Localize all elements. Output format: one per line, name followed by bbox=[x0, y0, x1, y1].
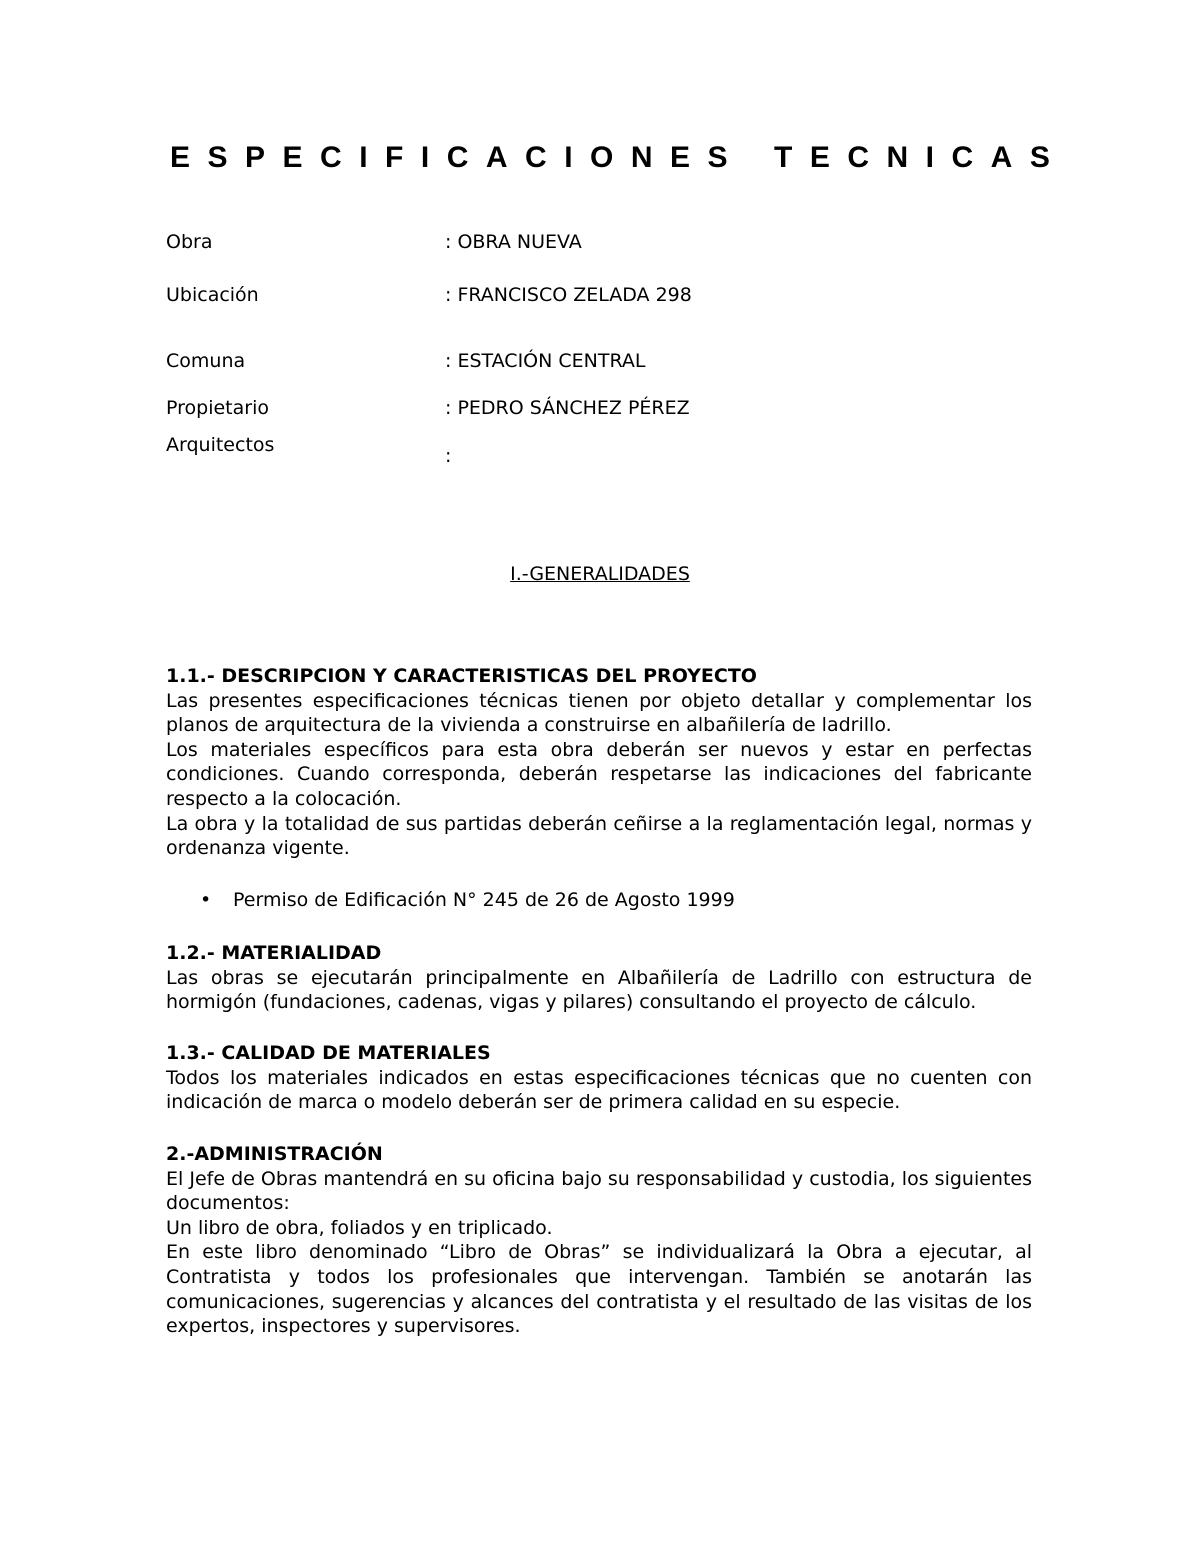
section-1-1-paragraph: Las presentes especificaciones técnicas tienen por objeto detallar y complementar los planos de arquitectura de la vivienda a construirse en albañilería de ladrillo. bbox=[166, 689, 1032, 737]
document-title bbox=[170, 138, 1068, 178]
field-value-ubicacion: : FRANCISCO ZELADA 298 bbox=[445, 284, 692, 306]
field-label-obra: Obra bbox=[166, 231, 213, 253]
title-part-1: ESPECIFICACIONES bbox=[170, 141, 746, 174]
section-2 bbox=[166, 1142, 1032, 1339]
section-2-paragraph: En este libro denominado “Libro de Obras” se individualizará la Obra a ejecutar, al Contratista y todos los profesionales que intervengan. También se anotarán las comunicaciones, sugerencias y alcances del contratista y el resultado de las visitas de los expertos, inspectores y supervisores. bbox=[166, 1241, 1032, 1338]
section-1-1-paragraph: La obra y la totalidad de sus partidas deberán ceñirse a la reglamentación legal, normas y ordenanza vigente. bbox=[166, 812, 1032, 860]
field-value-propietario: : PEDRO SÁNCHEZ PÉREZ bbox=[445, 397, 690, 419]
field-label-propietario: Propietario bbox=[166, 397, 269, 419]
field-value-obra: : OBRA NUEVA bbox=[445, 231, 582, 253]
section-1-3-heading: 1.3.- CALIDAD DE MATERIALES bbox=[166, 1042, 491, 1064]
section-2-paragraph: El Jefe de Obras mantendrá en su oficina bajo su responsabilidad y custodia, los siguientes documentos: bbox=[166, 1167, 1032, 1215]
section-1-3-paragraph: Todos los materiales indicados en estas especificaciones técnicas que no cuenten con indicación de marca o modelo deberán ser de primera calidad en su especie. bbox=[166, 1066, 1032, 1114]
bullet-item-permiso bbox=[200, 888, 735, 912]
section-1-2-heading: 1.2.- MATERIALIDAD bbox=[166, 942, 382, 964]
section-1-3 bbox=[166, 1041, 1032, 1115]
bullet-text: Permiso de Edificación N° 245 de 26 de Agosto 1999 bbox=[233, 889, 735, 911]
section-1-2 bbox=[166, 941, 1032, 1015]
title-part-2: TECNICAS bbox=[774, 141, 1068, 174]
section-1-1-paragraph: Los materiales específicos para esta obra deberán ser nuevos y estar en perfectas condiciones. Cuando corresponda, deberán respetarse las indicaciones del fabricante respecto a la colocación. bbox=[166, 738, 1032, 810]
section-2-heading: 2.-ADMINISTRACIÓN bbox=[166, 1143, 383, 1165]
field-label-ubicacion: Ubicación bbox=[166, 284, 259, 306]
section-1-1-heading: 1.1.- DESCRIPCION Y CARACTERISTICAS DEL PROYECTO bbox=[166, 665, 757, 687]
field-label-arquitectos: Arquitectos bbox=[166, 434, 275, 456]
bullet-icon: • bbox=[200, 889, 212, 911]
section-title-generalidades: I.-GENERALIDADES bbox=[510, 563, 690, 585]
section-2-paragraph: Un libro de obra, foliados y en triplicado. bbox=[166, 1216, 553, 1239]
field-value-arquitectos: : bbox=[445, 445, 452, 467]
field-value-comuna: : ESTACIÓN CENTRAL bbox=[445, 350, 646, 372]
field-label-comuna: Comuna bbox=[166, 350, 246, 372]
section-1-1 bbox=[166, 664, 1032, 861]
section-1-2-paragraph: Las obras se ejecutarán principalmente en Albañilería de Ladrillo con estructura de hormigón (fundaciones, cadenas, vigas y pilares) consultando el proyecto de cálculo. bbox=[166, 966, 1032, 1014]
